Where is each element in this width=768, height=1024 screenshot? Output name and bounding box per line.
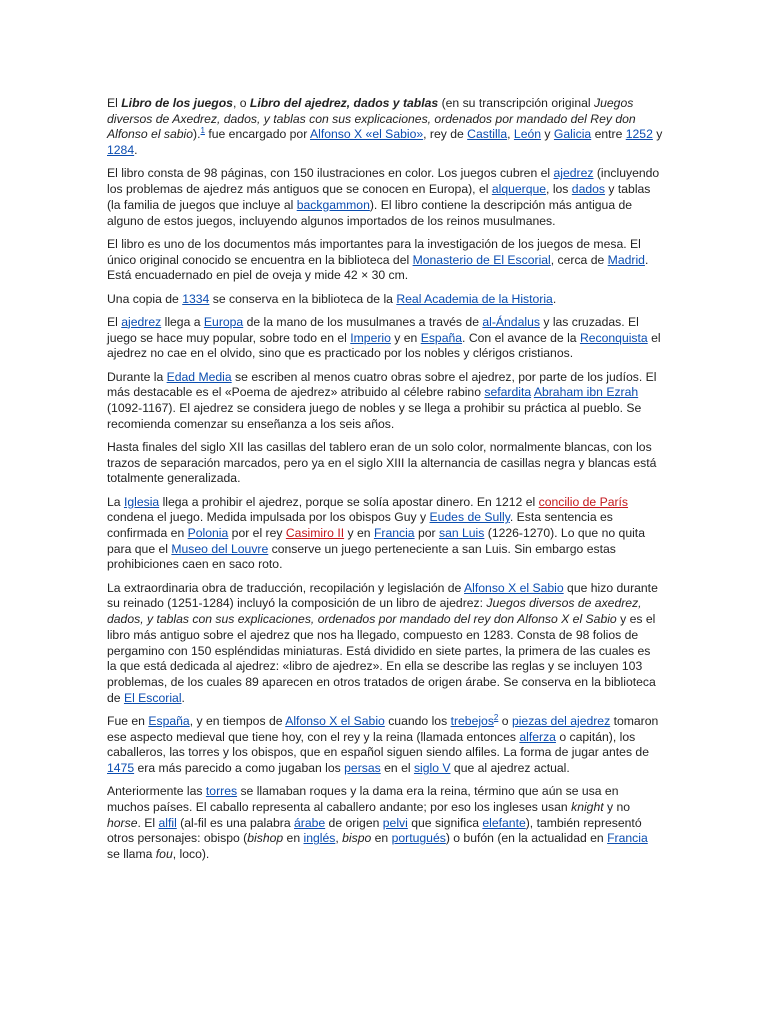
wiki-link[interactable]: alfil	[158, 815, 177, 830]
text-run: ).	[193, 127, 201, 142]
text-run: . Con el avance de la	[462, 330, 580, 345]
text-run: , rey de	[423, 127, 468, 142]
text-run: ) o bufón (en la actualidad en	[445, 831, 608, 846]
text-run: Durante la	[107, 369, 167, 384]
text-run: (1226-1270). Lo que no quita para que el	[107, 526, 645, 556]
text-run: entre	[591, 127, 626, 142]
paragraph-10	[107, 714, 663, 777]
text-run: , los	[546, 182, 572, 197]
article-body	[107, 96, 663, 870]
paragraph-6	[107, 370, 663, 433]
text-run: y en	[344, 526, 374, 541]
text-run: llega a	[161, 314, 204, 329]
text-run: llega a prohibir el ajedrez, porque se solía apostar dinero. En 1212 el	[159, 494, 539, 509]
wiki-link[interactable]: Reconquista	[579, 330, 648, 345]
paragraph-3	[107, 237, 663, 284]
text-run: y	[541, 127, 554, 142]
wiki-link[interactable]: alferza	[519, 729, 556, 744]
text-run: ,	[507, 127, 514, 142]
text-run: (al-fil es una palabra	[176, 815, 294, 830]
text-run: que hizo durante su reinado (1251-1284) incluyó la composición de un libro de ajedrez:	[107, 580, 658, 611]
wiki-link[interactable]: 1284	[107, 143, 135, 158]
text-run: Anteriormente las	[107, 784, 206, 799]
wiki-link[interactable]: Francia	[607, 831, 648, 846]
italic-text: Juegos diversos de Axedrez, dados, y tablas con sus explicaciones, ordenados por mandado del Rey don Alfonso el sabio	[107, 96, 636, 142]
text-run: y	[652, 127, 663, 142]
text-run: .	[134, 143, 138, 158]
text-run: . El	[137, 815, 159, 830]
text-run: que al ajedrez actual.	[450, 761, 570, 776]
text-run: y no	[603, 800, 631, 815]
wiki-link[interactable]: Real Academia de la Historia	[396, 291, 553, 306]
text-run: de origen	[325, 815, 383, 830]
wiki-link[interactable]: dados	[571, 182, 606, 197]
text-run: y las cruzadas. El juego se hace muy popular, sobre todo en el	[107, 314, 639, 345]
text-run: o	[498, 713, 512, 728]
wiki-link[interactable]: san Luis	[438, 526, 485, 541]
text-run: en el	[380, 761, 414, 776]
text-run: y tablas (la familia de juegos que incluye al	[107, 182, 651, 212]
wiki-link[interactable]: España	[148, 713, 190, 728]
paragraph-9	[107, 581, 663, 707]
paragraph-2	[107, 166, 663, 229]
text-run: , y en tiempos de	[189, 713, 286, 728]
wiki-link[interactable]: portugués	[391, 831, 446, 846]
wiki-link[interactable]: Alfonso X el Sabio	[285, 713, 385, 728]
paragraph-1	[107, 96, 663, 159]
paragraph-11	[107, 784, 663, 863]
wiki-link[interactable]: Castilla	[467, 127, 508, 142]
wiki-link[interactable]: elefante	[482, 815, 526, 830]
missing-wiki-link[interactable]: Casimiro II	[285, 526, 345, 541]
text-run: .	[181, 690, 185, 705]
wiki-link[interactable]: Europa	[203, 314, 244, 329]
wiki-link[interactable]: trebejos	[450, 713, 494, 728]
text-run: (1092-1167). El ajedrez se considera juego de nobles y se llega a prohibir su práctica al pueblo. Se recomienda comenzar su enseñanza a los seis años.	[107, 400, 642, 431]
wiki-link[interactable]: torres	[205, 784, 238, 799]
paragraph-8	[107, 495, 663, 574]
text-run: y es el libro más antiguo sobre el ajedrez que nos ha llegado, compuesto en 1283. Consta de 98 folios de pergamino con 150 espléndidas miniaturas. Está dividido en siete partes, la primera de las cuales es la que está dedicada al ajedrez: «libro de ajedrez». En ella se describe las reglas y se incluyen 103 problemas, de los cuales 89 aparecen en otros tratados de origen árabe. Se conserva en la biblioteca de	[107, 612, 656, 705]
wiki-link[interactable]: pelvi	[382, 815, 408, 830]
missing-wiki-link[interactable]: concilio de París	[538, 494, 629, 509]
wiki-link[interactable]: Museo del Louvre	[171, 541, 269, 556]
text-run: era más parecido a como jugaban los	[134, 761, 345, 776]
text-run: se escriben al menos cuatro obras sobre el ajedrez, por parte de los judíos. El más destacable es el «Poema de ajedrez» atribuido al célebre rabino	[107, 369, 657, 400]
wiki-link[interactable]: Madrid	[607, 252, 645, 267]
text-run: . Está encuadernado en piel de oveja y mide 42 × 30 cm.	[107, 252, 649, 283]
wiki-link[interactable]: ajedrez	[121, 314, 162, 329]
wiki-link[interactable]: ajedrez	[553, 166, 594, 181]
text-run: El libro consta de 98 páginas, con 150 ilustraciones en color. Los juegos cubren el	[107, 166, 554, 181]
wiki-link[interactable]: Alfonso X «el Sabio»	[309, 127, 424, 142]
text-run: La extraordinaria obra de traducción, recopilación y legislación de	[107, 580, 465, 595]
wiki-link[interactable]: Galicia	[553, 127, 592, 142]
text-run: Hasta finales del siglo XII las casillas del tablero eran de un solo color, normalmente blancas, con los trazos de separación marcados, pero ya en el siglo XIII la alternancia de casillas negra y blancas está totalmente generalizada.	[107, 439, 657, 486]
wiki-link[interactable]: backgammon	[296, 197, 370, 212]
text-run: en	[283, 831, 304, 846]
italic-text: Juegos diversos de axedrez, dados, y tablas con sus explicaciones, ordenados por mandado del rey don Alfonso X el Sabio	[107, 596, 642, 627]
wiki-link[interactable]: España	[420, 330, 463, 345]
text-run: tomaron ese aspecto medieval que tiene hoy, con el rey y la reina (llamada entonces	[107, 713, 659, 744]
text-run: (en su transcripción original	[438, 96, 595, 110]
text-run: se conserva en la biblioteca de la	[209, 291, 397, 306]
wiki-link[interactable]: Edad Media	[166, 369, 232, 384]
text-run: Fue en	[107, 713, 149, 728]
footnote-reference[interactable]: 2	[493, 712, 499, 722]
text-run: Una copia de	[107, 291, 183, 306]
text-run: , o	[232, 96, 250, 110]
text-run: por	[414, 526, 439, 541]
text-run: , loco).	[172, 847, 210, 862]
text-run: condena el juego. Medida impulsada por los obispos Guy y	[107, 510, 430, 525]
italic-text: fou	[155, 847, 173, 862]
wiki-link[interactable]: alquerque	[491, 182, 547, 197]
bold-italic-title: Libro de los juegos	[121, 96, 233, 110]
wiki-link[interactable]: 1334	[182, 291, 210, 306]
wiki-link[interactable]: Polonia	[187, 526, 229, 541]
wiki-link[interactable]: Abraham ibn Ezrah	[533, 385, 639, 400]
wiki-link[interactable]: árabe	[294, 815, 326, 830]
text-run: El	[107, 314, 122, 329]
text-run: El	[107, 96, 122, 110]
wiki-link[interactable]: Alfonso X el Sabio	[464, 580, 564, 595]
paragraph-5	[107, 315, 663, 362]
bold-italic-title: Libro del ajedrez, dados y tablas	[249, 96, 439, 110]
italic-text: horse	[107, 815, 138, 830]
text-run: el ajedrez no cae en el olvido, sino que es practicado por los nobles y clérigos cristianos.	[107, 330, 661, 361]
text-run: ). El libro contiene la descripción más antigua de alguno de estos juegos, incluyendo algunos importados de los reinos musulmanes.	[107, 197, 633, 228]
paragraph-4	[107, 292, 663, 308]
text-run: de la mano de los musulmanes a través de	[243, 314, 483, 329]
wiki-link[interactable]: Francia	[373, 526, 415, 541]
wiki-link[interactable]: 1252	[625, 127, 653, 142]
italic-text: bishop	[247, 831, 284, 846]
footnote-reference[interactable]: 1	[200, 126, 205, 136]
text-run: en	[371, 831, 392, 846]
italic-text: bispo	[342, 831, 372, 846]
text-run: ), también representó otros personajes: obispo (	[107, 815, 642, 846]
text-run: .	[552, 291, 557, 306]
text-run: por el rey	[228, 526, 286, 541]
wiki-link[interactable]: 1475	[107, 761, 135, 776]
wiki-link[interactable]: inglés	[303, 831, 336, 846]
text-run: fue encargado por	[204, 127, 310, 142]
text-run: cuando los	[384, 713, 451, 728]
wiki-link[interactable]: persas	[344, 761, 381, 776]
text-run: conserve un juego perteneciente a san Luis. Sin embargo estas prohibiciones caen en saco roto.	[107, 541, 616, 572]
text-run: , cerca de	[550, 252, 608, 267]
text-run: El libro es uno de los documentos más importantes para la investigación de los juegos de mesa. El único original conocido se encuentra en la biblioteca del	[107, 236, 641, 267]
text-run: o capitán), los caballeros, las torres y los obispos, que en español siguen siendo alfiles. La forma de jugar antes de	[107, 729, 649, 760]
text-run: (incluyendo los problemas de ajedrez más antiguos que se conocen en Europa), el	[107, 166, 660, 197]
text-run: y en	[390, 330, 421, 345]
wiki-link[interactable]: León	[513, 127, 542, 142]
text-run: ,	[335, 831, 343, 846]
wiki-link[interactable]: Eudes de Sully	[429, 510, 510, 525]
text-run: se llama	[107, 847, 156, 862]
text-run: . Esta sentencia es confirmada en	[107, 510, 613, 541]
paragraph-7	[107, 440, 663, 487]
text-run: La	[107, 494, 124, 509]
wiki-link[interactable]: Imperio	[350, 330, 391, 345]
text-run: que significa	[407, 815, 483, 830]
wiki-link[interactable]: al-Ándalus	[482, 314, 540, 329]
italic-text: knight	[571, 800, 604, 815]
wiki-link[interactable]: sefardita	[484, 385, 532, 400]
wiki-link[interactable]: piezas del ajedrez	[511, 713, 611, 728]
text-run: se llamaban roques y la dama era la reina, término que aún se usa en muchos países. El caballo representa al caballero andante; por eso los ingleses usan	[107, 784, 619, 815]
wiki-link[interactable]: El Escorial	[123, 690, 182, 705]
wiki-link[interactable]: siglo V	[413, 761, 451, 776]
wiki-link[interactable]: Iglesia	[123, 494, 160, 509]
wiki-link[interactable]: Monasterio de El Escorial	[412, 252, 551, 267]
